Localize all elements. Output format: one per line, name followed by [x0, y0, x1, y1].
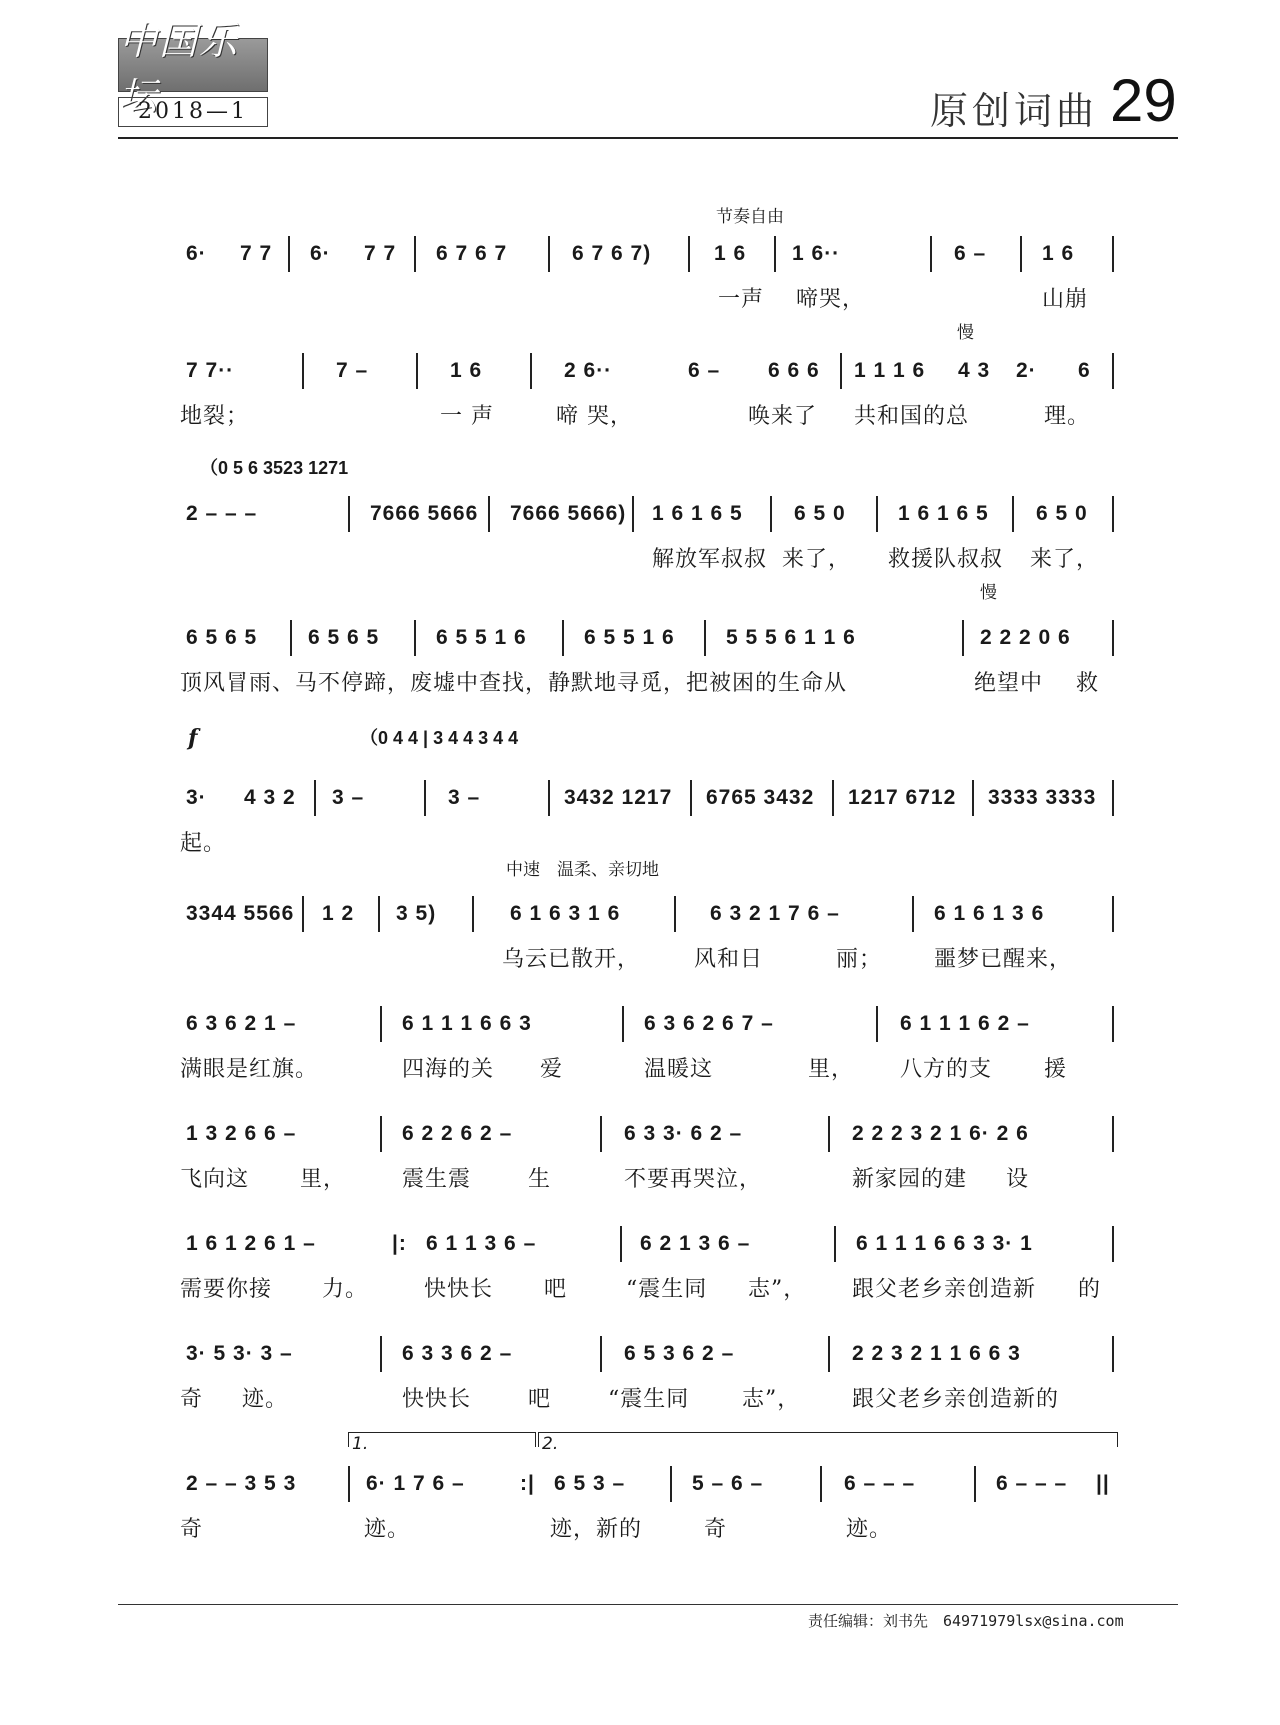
barline	[930, 236, 932, 272]
notation-line	[180, 620, 1120, 654]
lyric: 的	[1078, 1277, 1102, 1302]
barline	[828, 1116, 830, 1152]
note-group: 6 1 1 1 6 2 –	[900, 1012, 1030, 1035]
editor-credit: 责任编辑：刘书先 64971979lsx@sina.com	[808, 1612, 1124, 1630]
lyric: 来了，	[1030, 547, 1100, 572]
intro-figure: （0 5 6 3523 1271	[200, 458, 349, 478]
lyric: 爱	[540, 1057, 564, 1082]
barline	[348, 496, 350, 532]
intro-figure: （0 4 4 | 3 4 4 3 4 4	[360, 728, 519, 748]
barline	[302, 353, 304, 389]
note-group: |:	[392, 1232, 407, 1255]
issue-number: 2018—1	[118, 97, 268, 127]
forte-marking: f	[188, 725, 198, 751]
lyric: 飞向这	[180, 1167, 250, 1192]
note-group: 6 3 3 6 2 –	[402, 1342, 513, 1365]
note-group: 1 6	[1042, 242, 1075, 265]
lyric: 跟父老乡亲创造新	[852, 1277, 1037, 1302]
lyric: 力。	[322, 1277, 369, 1302]
lyric: 噩梦已醒来，	[934, 947, 1073, 972]
note-group: 6 3 3· 6 2 –	[624, 1122, 743, 1145]
lyric: 来了，	[782, 547, 852, 572]
note-group: 6 5 5 1 6	[436, 626, 527, 649]
barline	[1112, 353, 1114, 389]
note-group: 6 –	[954, 242, 987, 265]
lyric: 跟父老乡亲创造新的	[852, 1387, 1060, 1412]
note-group: 6·	[186, 242, 207, 265]
note-group: 6 3 2 1 7 6 –	[710, 902, 840, 925]
note-group: 2 – – –	[186, 502, 258, 525]
note-group: 1 6	[450, 359, 483, 382]
note-group: 1 2	[322, 902, 355, 925]
lyric: 八方的支	[900, 1057, 993, 1082]
barline	[378, 896, 380, 932]
note-group: 1 1 1 6	[854, 359, 926, 382]
note-group: 3· 5 3· 3 –	[186, 1342, 293, 1365]
note-group: 6 5 5 1 6	[584, 626, 675, 649]
barline	[488, 496, 490, 532]
lyric: 满眼是红旗。	[180, 1057, 319, 1082]
barline	[832, 780, 834, 816]
note-group: 7 –	[336, 359, 369, 382]
barline	[622, 1006, 624, 1042]
note-group: 6	[1078, 359, 1091, 382]
note-group: 7666 5666	[370, 502, 479, 525]
note-group: 6 5 6 5	[308, 626, 380, 649]
lyric: 山崩	[1042, 287, 1089, 312]
note-group: 5 5 5 6 1 1 6	[726, 626, 856, 649]
barline	[1112, 780, 1114, 816]
barline	[820, 1466, 822, 1502]
lyric: 吧	[544, 1277, 568, 1302]
lyric: 风和日	[694, 947, 764, 972]
notation-line	[180, 1226, 1120, 1260]
notation-line	[180, 1006, 1120, 1040]
note-group: 6 6 6	[768, 359, 820, 382]
lyric: 一 声	[440, 404, 494, 429]
note-group: 1 6 1 2 6 1 –	[186, 1232, 316, 1255]
barline	[600, 1116, 602, 1152]
barline	[1112, 1336, 1114, 1372]
lyric: 快快长	[402, 1387, 472, 1412]
note-group: 6765 3432	[706, 786, 815, 809]
note-group: 6 2 2 6 2 –	[402, 1122, 513, 1145]
note-group: 3·	[186, 786, 207, 809]
note-group: 6 5 3 –	[554, 1472, 626, 1495]
note-group: 6·	[310, 242, 331, 265]
note-group: 6 – – –	[996, 1472, 1068, 1495]
note-group: 3432 1217	[564, 786, 673, 809]
lyric: 顶风冒雨、马不停蹄，废墟中查找，静默地寻觅，把被困的生命从	[180, 671, 848, 696]
lyric: 迹。	[242, 1387, 289, 1412]
tempo-free-marking: 节奏自由	[716, 207, 784, 227]
note-group: 2 6··	[564, 359, 613, 382]
note-group: 6 5 0	[1036, 502, 1088, 525]
note-group: 7 7	[364, 242, 397, 265]
barline	[840, 353, 842, 389]
lyric: 啼哭，	[796, 287, 866, 312]
lyric: 援	[1044, 1057, 1068, 1082]
notation-line	[180, 353, 1120, 387]
note-group: 5 – 6 –	[692, 1472, 764, 1495]
barline	[530, 353, 532, 389]
lyric: 需要你接	[180, 1277, 273, 1302]
lyric: 乌云已散开，	[502, 947, 641, 972]
lyric: 地裂；	[180, 404, 250, 429]
barline	[302, 896, 304, 932]
lyric: 一声	[718, 287, 765, 312]
barline	[834, 1226, 836, 1262]
note-group: 7666 5666)	[510, 502, 627, 525]
barline	[876, 496, 878, 532]
lyric: 设	[1006, 1167, 1030, 1192]
repeat-end: :|	[520, 1472, 535, 1495]
lyric: 迹。	[364, 1517, 411, 1542]
notation-line	[180, 1336, 1120, 1370]
lyric: 迹。	[846, 1517, 893, 1542]
note-group: 6 1 1 1 6 6 3	[402, 1012, 532, 1035]
lyric: 奇	[180, 1517, 204, 1542]
volta-1-label: 1.	[352, 1434, 369, 1454]
note-group: 4 3	[958, 359, 991, 382]
note-group: 6 7 6 7	[436, 242, 508, 265]
barline	[632, 496, 634, 532]
lyric: 不要再哭泣，	[624, 1167, 763, 1192]
note-group: 2 2 2 3 2 1 6· 2 6	[852, 1122, 1029, 1145]
note-group: 1217 6712	[848, 786, 957, 809]
note-group: 6 7 6 7)	[572, 242, 652, 265]
note-group: 1 6	[714, 242, 747, 265]
barline	[912, 896, 914, 932]
note-group: 3333 3333	[988, 786, 1097, 809]
lyric: 快快长	[424, 1277, 494, 1302]
slow-marking-2: 慢	[980, 583, 997, 603]
note-group: 1 3 2 6 6 –	[186, 1122, 297, 1145]
barline	[774, 236, 776, 272]
note-group: 6 5 0	[794, 502, 846, 525]
barline	[1112, 896, 1114, 932]
lyric: 救	[1076, 671, 1100, 696]
barline	[562, 620, 564, 656]
barline	[688, 236, 690, 272]
note-group: 3 –	[448, 786, 481, 809]
lyric: 奇	[180, 1387, 204, 1412]
note-group: 6 1 1 3 6 –	[426, 1232, 537, 1255]
barline	[670, 1466, 672, 1502]
barline	[600, 1336, 602, 1372]
lyric: 生	[528, 1167, 552, 1192]
notation-line	[180, 236, 1120, 270]
note-group: 2 2 3 2 1 1 6 6 3	[852, 1342, 1021, 1365]
note-group: 4 3 2	[244, 786, 296, 809]
logo-text: 中国乐坛	[119, 19, 240, 118]
note-group: 3 5)	[396, 902, 437, 925]
volta-2-label: 2.	[542, 1434, 559, 1454]
note-group: 3 –	[332, 786, 365, 809]
barline	[1112, 236, 1114, 272]
note-group: 1 6 1 6 5	[652, 502, 743, 525]
note-group: 6 –	[688, 359, 721, 382]
lyric: 理。	[1044, 404, 1091, 429]
barline	[828, 1336, 830, 1372]
barline	[314, 780, 316, 816]
notation-line	[180, 496, 1120, 530]
lyric: 啼 哭，	[556, 404, 633, 429]
lyric: 起。	[180, 831, 227, 856]
barline	[972, 780, 974, 816]
note-group: 2 – – 3 5 3	[186, 1472, 297, 1495]
lyric: 里，	[808, 1057, 855, 1082]
barline	[704, 620, 706, 656]
volta-1-bracket	[348, 1432, 536, 1447]
lyric: 志”，	[748, 1277, 807, 1302]
barline	[380, 1336, 382, 1372]
note-group: 6 1 6 1 3 6	[934, 902, 1045, 925]
lyric: 绝望中	[974, 671, 1044, 696]
notation-line	[180, 1116, 1120, 1150]
lyric: 迹，新的	[550, 1517, 643, 1542]
barline	[472, 896, 474, 932]
barline	[548, 236, 550, 272]
barline	[414, 236, 416, 272]
lyric: “震生同	[626, 1277, 708, 1302]
note-group: 6 5 6 5	[186, 626, 258, 649]
barline	[1112, 496, 1114, 532]
notation-line	[180, 1466, 1120, 1500]
lyric: 里，	[300, 1167, 347, 1192]
slow-marking-1: 慢	[957, 323, 974, 343]
note-group: 3344 5566	[186, 902, 295, 925]
lyric: 吧	[528, 1387, 552, 1412]
note-group: 6 2 1 3 6 –	[640, 1232, 751, 1255]
barline	[876, 1006, 878, 1042]
final-barline: ||	[1096, 1472, 1110, 1495]
note-group: 2 2 2 0 6	[980, 626, 1071, 649]
lyric: 温暖这	[644, 1057, 714, 1082]
barline	[1112, 1116, 1114, 1152]
lyric: 四海的关	[402, 1057, 495, 1082]
barline	[1020, 236, 1022, 272]
barline	[1112, 620, 1114, 656]
lyric: 丽；	[836, 947, 883, 972]
barline	[288, 236, 290, 272]
notation-line	[180, 780, 1120, 814]
note-group: 2·	[1016, 359, 1037, 382]
volta-2-bracket	[538, 1432, 1118, 1447]
barline	[1012, 496, 1014, 532]
note-group: 6 1 6 3 1 6	[510, 902, 621, 925]
barline	[974, 1466, 976, 1502]
note-group: 7 7	[240, 242, 273, 265]
lyric: “震生同	[608, 1387, 690, 1412]
lyric: 唤来了	[748, 404, 818, 429]
barline	[674, 896, 676, 932]
barline	[424, 780, 426, 816]
barline	[548, 780, 550, 816]
lyric: 新家园的建	[852, 1167, 968, 1192]
note-group: 6 3 6 2 1 –	[186, 1012, 297, 1035]
page-number: 29	[1110, 67, 1177, 134]
note-group: 6 3 6 2 6 7 –	[644, 1012, 774, 1035]
note-group: 1 6··	[792, 242, 841, 265]
note-group: 1 6 1 6 5	[898, 502, 989, 525]
lyric: 志”，	[742, 1387, 801, 1412]
barline	[690, 780, 692, 816]
note-group: 6 5 3 6 2 –	[624, 1342, 735, 1365]
lyric: 奇	[704, 1517, 728, 1542]
header-rule	[118, 137, 1178, 139]
lyric: 解放军叔叔	[652, 547, 768, 572]
note-group: 6 – – –	[844, 1472, 916, 1495]
tempo-moderate-marking: 中速 温柔、亲切地	[506, 860, 659, 880]
barline	[962, 620, 964, 656]
lyric: 震生震	[402, 1167, 472, 1192]
barline	[414, 620, 416, 656]
barline	[290, 620, 292, 656]
note-group: 6 1 1 1 6 6 3 3· 1	[856, 1232, 1033, 1255]
barline	[1112, 1006, 1114, 1042]
barline	[380, 1006, 382, 1042]
footer-rule	[118, 1604, 1178, 1605]
lyric: 共和国的总	[854, 404, 970, 429]
lyric: 救援队叔叔	[888, 547, 1004, 572]
note-group: 6· 1 7 6 –	[366, 1472, 465, 1495]
barline	[770, 496, 772, 532]
barline	[416, 353, 418, 389]
barline	[380, 1116, 382, 1152]
barline	[348, 1466, 350, 1502]
barline	[620, 1226, 622, 1262]
barline	[1112, 1226, 1114, 1262]
section-title: 原创词曲	[930, 89, 1099, 133]
note-group: 7 7··	[186, 359, 235, 382]
notation-line	[180, 896, 1120, 930]
